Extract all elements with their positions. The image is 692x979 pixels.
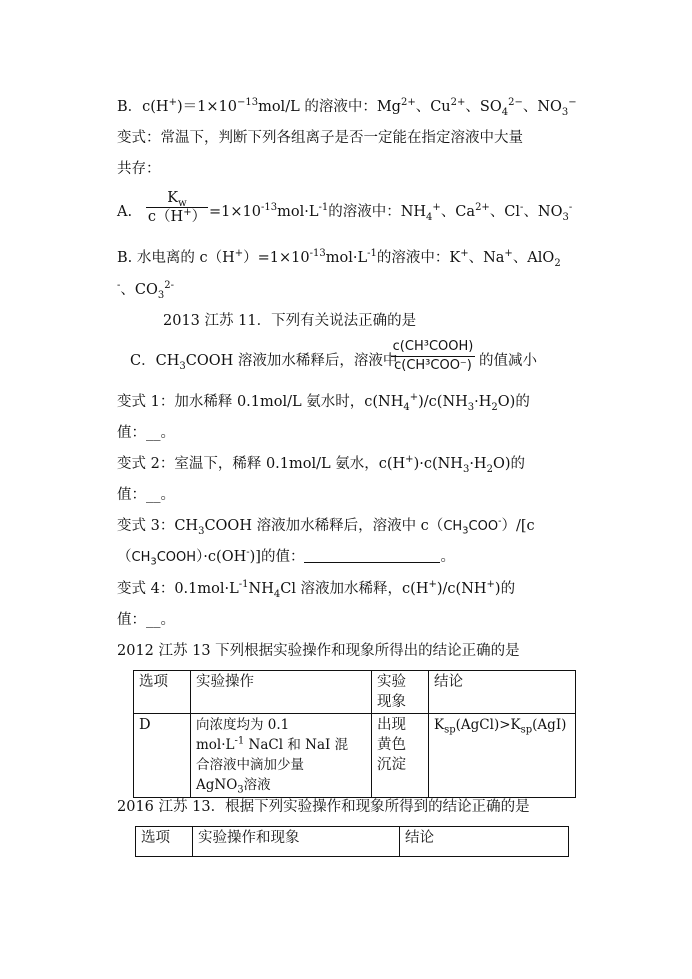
cell-operation: 向浓度均为 0.1 $mol\cdot L^{-1}$ NaCl 和 NaI 混 合溶液中滴加少量 AgNO$_3$溶液 [191, 714, 372, 798]
fraction-denominator: c（H+） [147, 207, 207, 225]
variant-3-cont: $(CH_3COOH)\cdot c(OH^-)$]的值： 。 [117, 547, 455, 568]
cell-option: D [134, 714, 191, 798]
experiment-table-2012 [133, 670, 576, 798]
variant-intro-cont: 共存： [117, 161, 161, 177]
header-option: 选项 [134, 671, 191, 714]
option-b2-line-cont: -、$CO_3^{2-}$ [117, 280, 174, 301]
table-header-row [134, 671, 576, 714]
fraction-bar [146, 207, 208, 208]
question-2013-title: 2013 江苏 11．下列有关说法正确的是 [163, 313, 417, 329]
variant-2: 变式 2：室温下，稀释 0.1mol/L 氨水，$c(H^+)\cdot c(NH_3\cdot H_2O)$的 [117, 454, 526, 475]
question-2016-title: 2016 江苏 13．根据下列实验操作和现象所得到的结论正确的是 [117, 799, 530, 815]
variant-intro: 变式：常温下，判断下列各组离子是否一定能在指定溶液中大量 [117, 130, 523, 146]
header-operation: 实验操作 [191, 671, 372, 714]
cell-phenomenon: 出现黄色沉淀 [372, 714, 429, 798]
variant-2-answer: 值：__。 [117, 487, 175, 503]
option-c-line: C．$CH_3COOH$ 溶液加水稀释后，溶液中 [130, 353, 398, 372]
option-b2-line: B. 水电离的 $c(H^+)=1\times 10^{-13}mol\cdot L^{-1}$的溶液中：K+、Na+、AlO$_2$ [117, 248, 561, 269]
experiment-table-2016 [135, 826, 569, 857]
variant-1-answer: 值：__。 [117, 425, 175, 441]
fraction-bar [391, 356, 475, 357]
cell-conclusion: $K_{sp}(AgCl)>K_{sp}(AgI)$ [429, 714, 576, 798]
header-conclusion: 结论 [400, 827, 569, 857]
header-operation-phenomenon: 实验操作和现象 [193, 827, 400, 857]
option-a-line: $=1\times 10^{-13}mol\cdot L^{-1}$的溶液中：$NH_4^+$、$Ca^{2+}$、Cl-、$NO_3^-$ [209, 202, 573, 223]
fraction-denominator: c(CH³COO⁻) [394, 358, 472, 373]
variant-4: 变式 4：$0.1mol\cdot L^{-1}NH_4Cl$ 溶液加水稀释，c(H+)/c(NH+)的 [117, 579, 516, 600]
table-row [134, 714, 576, 798]
variant-4-answer: 值：__。 [117, 612, 175, 628]
fraction-numerator: $K_w$ [167, 190, 187, 209]
variant-3: 变式 3：$CH_3COOH$ 溶液加水稀释后，溶液中 $c(CH_3COO^-)/[c$ [117, 516, 535, 537]
option-b-line: B．$c(H^+)=1\times 10^{-13}mol/L$ 的溶液中：$Mg^{2+}$、$Cu^{2+}$、$SO_4^{2-}$、$NO_3^-$ [117, 97, 577, 118]
header-phenomenon: 实验现象 [372, 671, 429, 714]
header-conclusion: 结论 [429, 671, 576, 714]
header-option: 选项 [136, 827, 193, 857]
kw-fraction [146, 190, 208, 225]
option-c-end: 的值减小 [479, 353, 537, 369]
question-2012-title: 2012 江苏 13 下列根据实验操作和现象所得出的结论正确的是 [117, 643, 520, 659]
answer-blank [304, 548, 440, 563]
variant-1: 变式 1：加水稀释 0.1mol/L 氨水时，$c(NH_4^+)/c(NH_3\cdot H_2O)$的 [117, 392, 530, 413]
table-header-row [136, 827, 569, 857]
fraction-numerator: c(CH³COOH) [392, 339, 474, 354]
option-a-label: A. [117, 204, 133, 220]
acetic-fraction [391, 339, 475, 374]
